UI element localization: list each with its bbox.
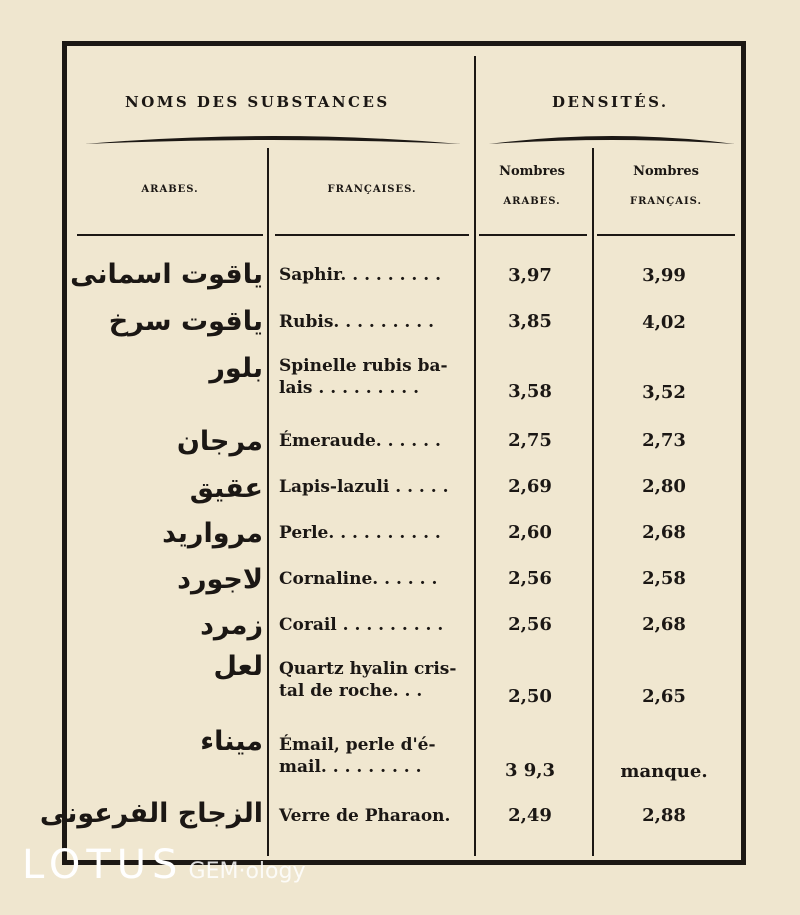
header-francaises: FRANÇAISES. (327, 184, 417, 195)
density-table (39, 41, 746, 865)
header-nombres-francais-bottom: FRANÇAIS. (629, 196, 703, 207)
french-name: Spinelle rubis ba- lais . . . . . . . . . (279, 356, 448, 398)
arabic-name: بلور (209, 353, 263, 384)
arabic-name: مرواريد (162, 518, 263, 549)
density-francais: 2,58 (642, 568, 686, 589)
arabic-name: لاجورد (177, 564, 263, 595)
french-name: Corail . . . . . . . . . (279, 615, 444, 635)
density-arabes: 2,75 (508, 430, 552, 451)
arabic-name: لعل (213, 651, 263, 682)
french-name: Cornaline. . . . . . (279, 569, 438, 589)
header-nombres-arabes-top: Nombres (499, 164, 565, 179)
rule-arabes (77, 234, 263, 236)
density-francais: 2,65 (642, 686, 686, 707)
french-name: Rubis. . . . . . . . . (279, 312, 435, 332)
header-nombres-arabes (477, 157, 587, 217)
arabic-name: الزجاج الفرعونى (39, 798, 263, 829)
divider-nombres (592, 148, 594, 856)
density-arabes: 3,85 (508, 311, 552, 332)
french-name: Émail, perle d'é- mail. . . . . . . . . (279, 735, 436, 777)
arabic-name: ياقوت اسمانى (70, 259, 263, 290)
header-arabes: ARABES. (141, 184, 199, 195)
density-francais: 2,88 (642, 805, 686, 826)
density-arabes: 3,97 (508, 265, 552, 286)
rule-nombres-arabes (479, 234, 587, 236)
swash-ornament-left (83, 130, 463, 150)
density-arabes: 2,60 (508, 522, 552, 543)
density-arabes: 2,56 (508, 614, 552, 635)
density-francais: manque. (620, 761, 708, 782)
french-name: Lapis-lazuli . . . . . (279, 477, 449, 497)
french-name: Émeraude. . . . . . (279, 431, 441, 451)
density-francais: 2,80 (642, 476, 686, 497)
header-nombres-francais-top: Nombres (633, 164, 699, 179)
swash-ornament-right (487, 130, 737, 150)
french-name: Quartz hyalin cris- tal de roche. . . (279, 659, 457, 701)
rule-nombres-francais (597, 234, 735, 236)
divider-arabes-francaises (267, 148, 269, 856)
arabic-name: عقيق (189, 473, 263, 504)
watermark-main: LOTUS (22, 842, 184, 888)
density-arabes: 2,50 (508, 686, 552, 707)
lotus-gemology-watermark (22, 842, 306, 888)
divider-noms-densites (474, 56, 476, 856)
header-densites: DENSITÉS. (552, 93, 669, 111)
density-francais: 2,73 (642, 430, 686, 451)
density-francais: 3,52 (642, 382, 686, 403)
arabic-name: مرجان (176, 426, 263, 457)
french-name: Verre de Pharaon. (279, 806, 451, 826)
arabic-name: ميناء (200, 726, 263, 757)
density-arabes: 2,49 (508, 805, 552, 826)
density-arabes: 3,58 (508, 381, 552, 402)
header-noms-des-substances: NOMS DES SUBSTANCES (125, 93, 390, 111)
french-name: Saphir. . . . . . . . . (279, 265, 442, 285)
density-francais: 2,68 (642, 614, 686, 635)
density-arabes: 2,56 (508, 568, 552, 589)
watermark-sub: GEM·ology (188, 859, 306, 884)
density-francais: 4,02 (642, 312, 686, 333)
header-nombres-francais (597, 157, 735, 217)
density-arabes: 3 9,3 (504, 760, 556, 781)
arabic-name: ياقوت سرخ (108, 306, 263, 337)
french-name: Perle. . . . . . . . . . (279, 523, 441, 543)
header-nombres-arabes-bottom: ARABES. (503, 196, 561, 207)
arabic-name: زمرد (200, 610, 263, 641)
density-francais: 3,99 (642, 265, 686, 286)
density-arabes: 2,69 (508, 476, 552, 497)
rule-francaises (275, 234, 469, 236)
density-francais: 2,68 (642, 522, 686, 543)
